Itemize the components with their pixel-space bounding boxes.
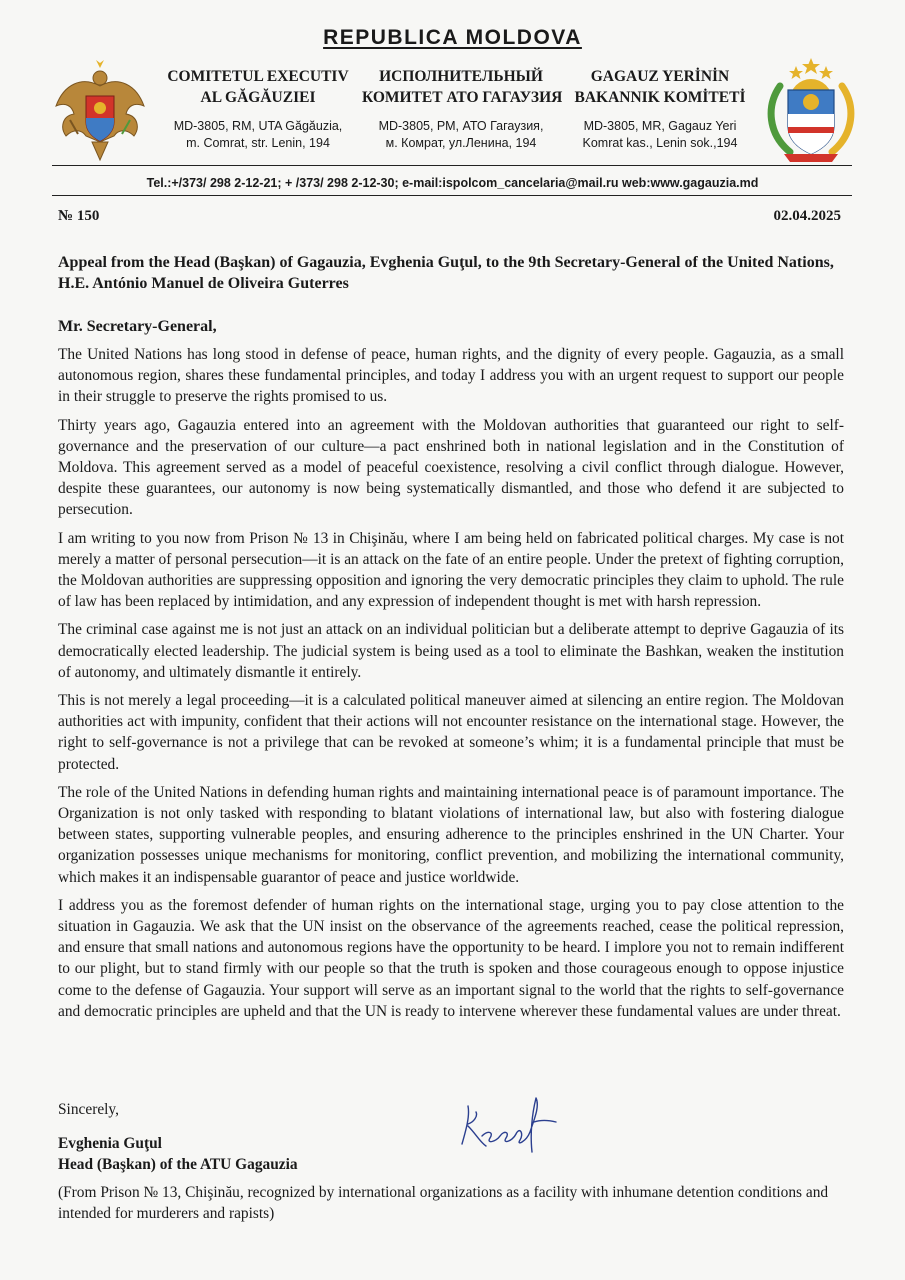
header-title-line1: GAGAUZ YERİNİN (590, 68, 730, 85)
document-date: 02.04.2025 (773, 208, 841, 224)
signer-name: Evghenia Guţul (58, 1135, 162, 1152)
paragraph: The role of the United Nations in defending human rights and maintaining international peace is of paramount importance. The Organization is not only tasked with responding to blatant violations of international law, but also with fostering dialogue between states, supporting vulnerable peoples, and ensuring adherence to the principles enshrined in the UN Charter. Your organization possesses unique mechanisms for monitoring, conflict prevention, and mobilizing the international community, which makes it an indispensable guarantor of peace and justice worldwide. (58, 783, 844, 886)
letter-body (58, 316, 844, 1029)
document-number: № 150 (58, 208, 100, 224)
header-title-line1: COMITETUL EXECUTIV (167, 68, 349, 85)
header-contacts: Tel.:+/373/ 298 2-12-21; + /373/ 298 2-12-30; e-mail:ispolcom_cancelaria@mail.ru web:www.gagauzia.md (146, 176, 759, 190)
header-title-line2: BAKANNIK KOMİTETİ (574, 89, 746, 106)
paragraph: This is not merely a legal proceeding—it is a calculated political maneuver aimed at silencing an entire region. The Moldovan authorities act with impunity, confident that their actions will not encounter resistance on the international stage. However, the right to self-governance is not a privilege that can be revoked at someone’s whim; it is a fundamental principle that must be protected. (58, 692, 844, 773)
paragraph: I am writing to you now from Prison № 13 in Chişinău, where I am being held on fabricated political charges. My case is not merely a matter of personal persecution—it is an attack on the fate of an entire people. Under the pretext of fighting corruption, the Moldovan authorities are suppressing opposition and ignoring the very democratic principles they claim to uphold. The rule of law has been replaced by intimidation, and any expression of independent thought is met with harsh repression. (58, 529, 844, 611)
paragraph: Thirty years ago, Gagauzia entered into an agreement with the Moldovan authorities that guaranteed our right to self-governance and the preservation of our culture—a pact enshrined both in national legislation and in the Constitution of Moldova. This agreement served as a model of peaceful coexistence, resolving a civil conflict through dialogue. However, despite these guarantees, our autonomy is now being systematically dismantled, and those who defend it are subjected to persecution. (58, 416, 844, 519)
salutation: Mr. Secretary-General, (58, 318, 217, 335)
signer-title: Head (Başkan) of the ATU Gagauzia (58, 1156, 298, 1173)
header-address-line1: MD-3805, RM, UTA Găgăuzia, (173, 119, 343, 133)
paragraph: I address you as the foremost defender of human rights on the international stage, urging you to pay close attention to the situation in Gagauzia. We ask that the UN insist on the observance of the agreements reached, cease the political repression, and ensure that small nations and autonomous regions have the opportunity to be heard. I implore you not to remain indifferent to our plight, but to stand firmly with our people so that the truth is spoken and those courageous enough to oppose injustice come to the defense of Gagauzia. Your support will serve as an important signal to the world that the rights to self-governance and democratic principles are upheld and that the UN is ready to intervene wherever these fundamental values are under threat. (58, 896, 844, 1020)
gagauzia-coat-of-arms-icon (760, 56, 862, 164)
closing: Sincerely, (58, 1101, 119, 1118)
header-address-line2: м. Комрат, ул.Ленина, 194 (385, 136, 537, 150)
header-column-gagauz (565, 66, 755, 152)
header-title-line2: AL GĂGĂUZIEI (200, 89, 316, 106)
paragraph: The criminal case against me is not just an attack on an individual politician but a deliberate attempt to deprive Gagauzia of its democratically elected leadership. The judicial system is being used as a tool to eliminate the Bashkan, weaken the institution of autonomy, and ultimately dismantle it entirely. (58, 621, 844, 681)
header-column-romanian (158, 66, 358, 152)
signer-block (58, 1133, 298, 1175)
header-column-russian (362, 66, 563, 152)
header-title-line2: КОМИТЕТ АТО ГАГАУЗИЯ (362, 89, 563, 106)
moldova-coat-of-arms-icon (52, 56, 148, 162)
contacts-divider (52, 195, 852, 196)
header-address-line1: MD-3805, РМ, АТО Гагаузия, (378, 119, 544, 133)
header-title-line1: ИСПОЛНИТЕЛЬНЫЙ (379, 68, 543, 85)
header-divider (52, 165, 852, 166)
country-heading: REPUBLICA MOLDOVA (323, 26, 582, 49)
header-address-line1: MD-3805, MR, Gagauz Yeri (583, 119, 737, 133)
handwritten-signature (452, 1094, 562, 1160)
header-address-line2: m. Comrat, str. Lenin, 194 (186, 136, 330, 150)
header-address-line2: Komrat kas., Lenin sok.,194 (582, 136, 738, 150)
letter-subject: Appeal from the Head (Başkan) of Gagauzia, Evghenia Guţul, to the 9th Secretary-General of the United Nations, H.E. António Manuel de Oliveira Guterres (58, 254, 834, 292)
paragraph: The United Nations has long stood in defense of peace, human rights, and the dignity of every people. Gagauzia, as a small autonomous region, shares these fundamental principles, and today I address you with an urgent request to support our people in their struggle to preserve the rights promised to us. (58, 346, 844, 406)
footnote: (From Prison № 13, Chişinău, recognized by international organizations as a facility with inhumane detention conditions and intended for murderers and rapists) (58, 1184, 829, 1222)
